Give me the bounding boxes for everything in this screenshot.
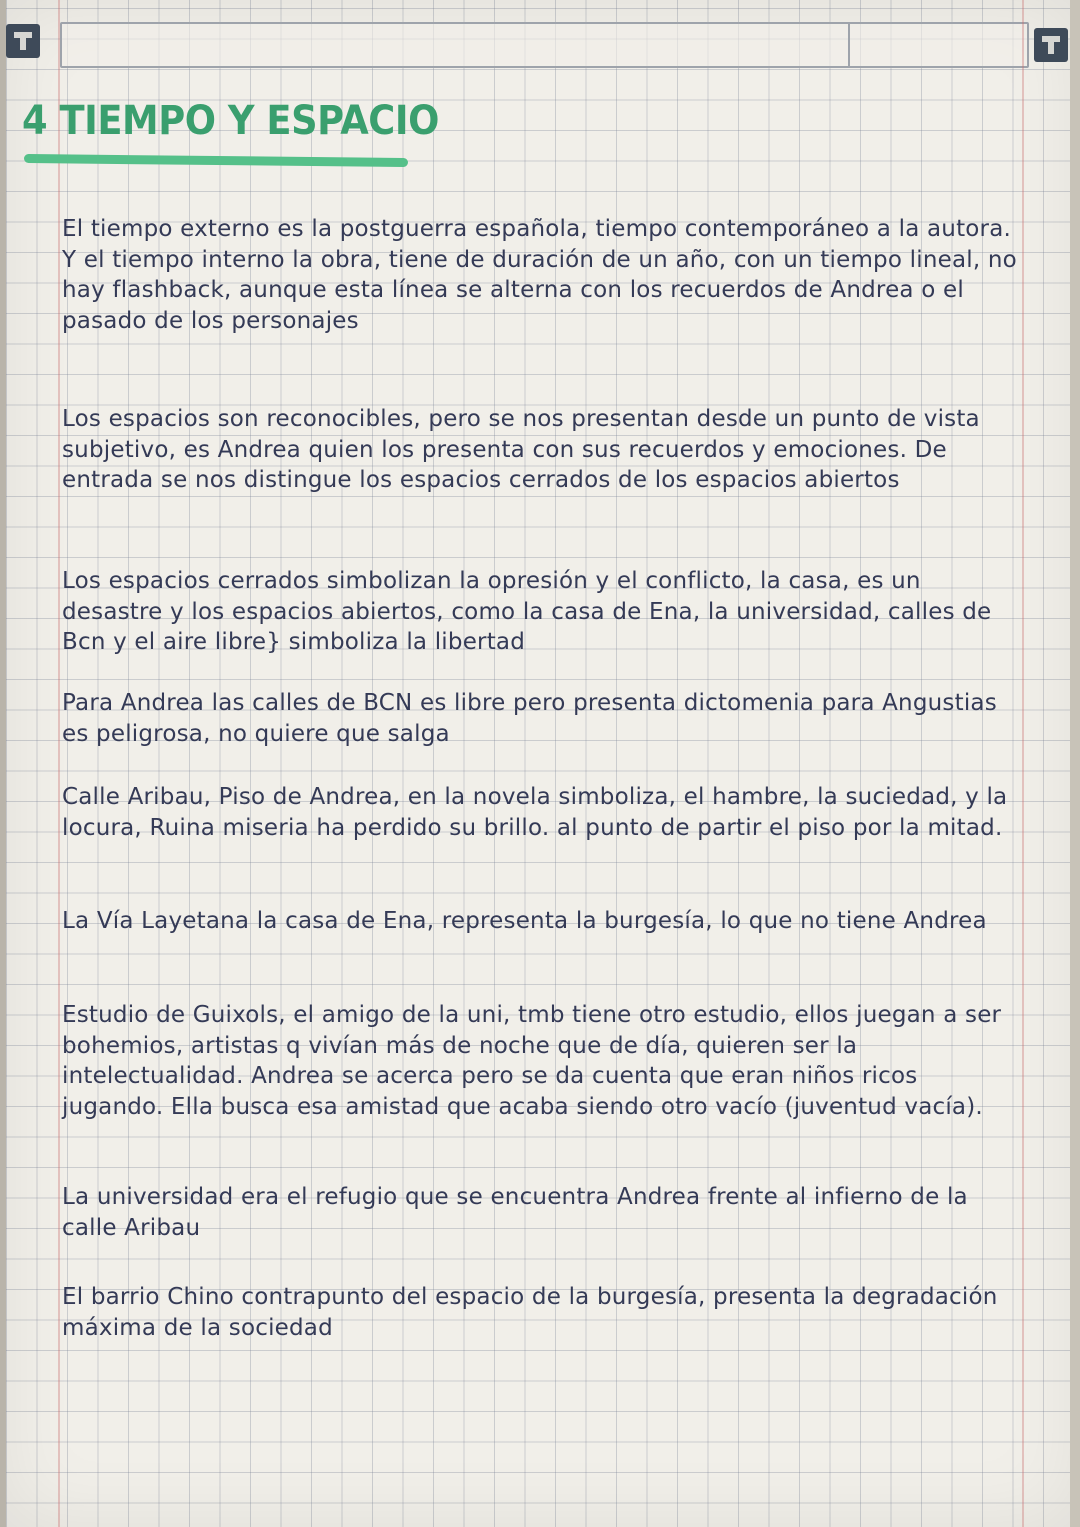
left-margin-line: [58, 0, 60, 1527]
paragraph-estudio-guixols: Estudio de Guixols, el amigo de la uni, tmb tiene otro estudio, ellos juegan a ser bohemios, artistas q vivían más de noche que de día, quieren ser la intelectualidad. Andrea se acerca pero se da cuenta que eran niños ricos jugando. Ella busca esa amistad que acaba siendo otro vacío (juventud vacía).: [62, 1002, 1002, 1120]
corner-tab-icon: [1034, 28, 1068, 62]
paragraph-calles-bcn: Para Andrea las calles de BCN es libre pero presenta dictomenia para Angustias es peligrosa, no quiere que salga: [62, 690, 997, 747]
corner-tab-icon: [6, 24, 40, 58]
right-margin-line: [1022, 0, 1024, 1527]
title-underline: [24, 154, 408, 167]
paragraph-barrio-chino: El barrio Chino contrapunto del espacio de la burgesía, presenta la degradación máxima de la sociedad: [62, 1284, 998, 1341]
page-title: 4 TIEMPO Y ESPACIO: [22, 98, 439, 144]
paragraph-espacios-cerrados: Los espacios cerrados simbolizan la opresión y el conflicto, la casa, es un desastre y los espacios abiertos, como la casa de Ena, la universidad, calles de Bcn y el aire libre} simboliza la libertad: [62, 568, 992, 655]
paper-left-edge: [0, 0, 6, 1527]
header-box: [60, 22, 1029, 68]
paragraph-espacios: Los espacios son reconocibles, pero se nos presentan desde un punto de vista subjetivo, es Andrea quien los presenta con sus recuerdos y emociones. De entrada se nos distingue los espacios cerrados de los espacios abiertos: [62, 406, 980, 493]
header-divider: [848, 22, 850, 66]
paragraph-universidad: La universidad era el refugio que se encuentra Andrea frente al infierno de la calle Aribau: [62, 1184, 968, 1241]
paragraph-via-layetana: La Vía Layetana la casa de Ena, representa la burgesía, lo que no tiene Andrea: [62, 908, 987, 934]
paragraph-tiempo: El tiempo externo es la postguerra española, tiempo contemporáneo a la autora. Y el tiempo interno la obra, tiene de duración de un año, con un tiempo lineal, no hay flashback, aunque esta línea se alterna con los recuerdos de Andrea o el pasado de los personajes: [62, 216, 1017, 334]
paper-right-edge: [1070, 0, 1080, 1527]
paragraph-calle-aribau: Calle Aribau, Piso de Andrea, en la novela simboliza, el hambre, la suciedad, y la locura, Ruina miseria ha perdido su brillo. al punto de partir el piso por la mitad.: [62, 784, 1008, 841]
